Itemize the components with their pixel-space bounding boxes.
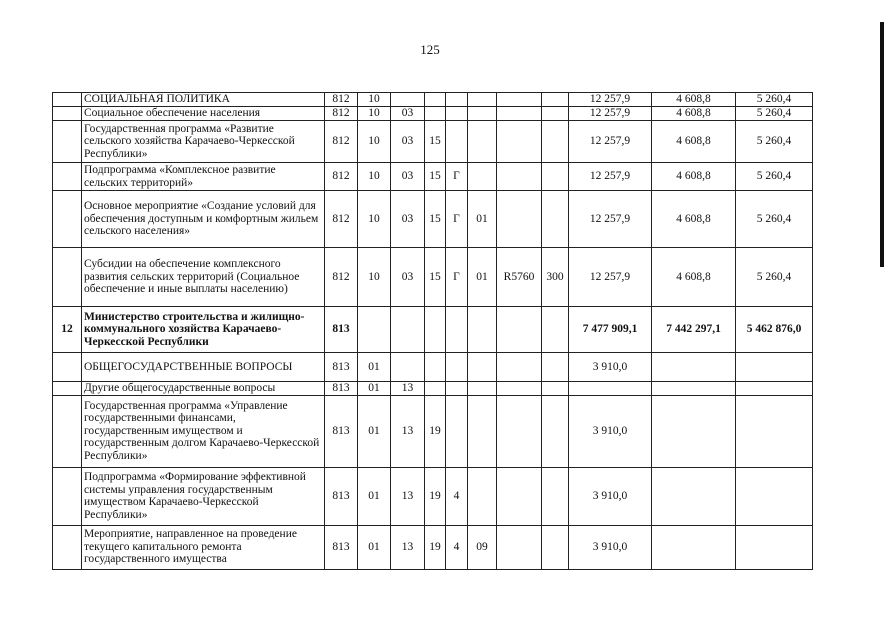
code-cell [497, 467, 542, 525]
amount-cell [736, 382, 813, 396]
code-cell: 15 [425, 191, 446, 248]
amount-cell: 4 608,8 [652, 248, 736, 307]
row-number-cell [53, 248, 82, 307]
amount-cell: 3 910,0 [569, 525, 652, 569]
code-cell: 813 [325, 395, 358, 467]
table-row [53, 248, 813, 307]
code-cell: 03 [391, 121, 425, 163]
row-number-cell [53, 107, 82, 121]
amount-cell [652, 525, 736, 569]
amount-cell: 12 257,9 [569, 191, 652, 248]
amount-cell: 5 260,4 [736, 163, 813, 191]
item-name-cell: Государственная программа «Управление государственными финансами, государственным имуществом и государственным долгом Карачаево-Черкесской Республики» [82, 395, 325, 467]
code-cell: 813 [325, 353, 358, 382]
table-row [53, 93, 813, 107]
code-cell: 10 [358, 121, 391, 163]
code-cell: 813 [325, 525, 358, 569]
amount-cell [569, 382, 652, 396]
code-cell: 15 [425, 121, 446, 163]
code-cell: 813 [325, 382, 358, 396]
item-name-cell: Социальное обеспечение населения [82, 107, 325, 121]
code-cell: 13 [391, 382, 425, 396]
table-row [53, 191, 813, 248]
code-cell [468, 93, 497, 107]
code-cell: 812 [325, 163, 358, 191]
table-row [53, 121, 813, 163]
item-name-cell: Другие общегосударственные вопросы [82, 382, 325, 396]
code-cell [542, 163, 569, 191]
code-cell: 15 [425, 163, 446, 191]
code-cell [497, 107, 542, 121]
row-number-cell [53, 467, 82, 525]
amount-cell: 5 260,4 [736, 248, 813, 307]
code-cell [542, 93, 569, 107]
code-cell: 812 [325, 248, 358, 307]
code-cell: 03 [391, 191, 425, 248]
code-cell [468, 382, 497, 396]
item-name-cell: Мероприятие, направленное на проведение текущего капитального ремонта государственного имущества [82, 525, 325, 569]
code-cell [542, 353, 569, 382]
item-name-cell: Подпрограмма «Формирование эффективной системы управления государственным имуществом Карачаево-Черкесской Республики» [82, 467, 325, 525]
amount-cell: 3 910,0 [569, 395, 652, 467]
amount-cell: 5 260,4 [736, 93, 813, 107]
amount-cell [652, 395, 736, 467]
scan-edge-mark [880, 22, 884, 267]
item-name-cell: ОБЩЕГОСУДАРСТВЕННЫЕ ВОПРОСЫ [82, 353, 325, 382]
amount-cell: 12 257,9 [569, 163, 652, 191]
code-cell [446, 353, 468, 382]
code-cell [468, 395, 497, 467]
code-cell [468, 121, 497, 163]
row-number-cell [53, 191, 82, 248]
code-cell: 10 [358, 107, 391, 121]
table-row [53, 395, 813, 467]
table-row [53, 467, 813, 525]
code-cell [497, 121, 542, 163]
code-cell: 01 [358, 467, 391, 525]
code-cell [446, 93, 468, 107]
code-cell: 4 [446, 467, 468, 525]
code-cell: 812 [325, 191, 358, 248]
code-cell: 13 [391, 467, 425, 525]
amount-cell: 5 260,4 [736, 191, 813, 248]
amount-cell: 4 608,8 [652, 121, 736, 163]
amount-cell [652, 467, 736, 525]
code-cell [497, 395, 542, 467]
table-row [53, 382, 813, 396]
code-cell [542, 382, 569, 396]
code-cell: 03 [391, 163, 425, 191]
amount-cell: 4 608,8 [652, 191, 736, 248]
code-cell: 812 [325, 121, 358, 163]
code-cell [425, 93, 446, 107]
code-cell: 812 [325, 107, 358, 121]
code-cell [425, 107, 446, 121]
code-cell: 09 [468, 525, 497, 569]
budget-table [52, 92, 813, 570]
amount-cell [736, 395, 813, 467]
code-cell [446, 307, 468, 353]
code-cell [497, 163, 542, 191]
code-cell [446, 395, 468, 467]
code-cell: Г [446, 191, 468, 248]
code-cell [542, 121, 569, 163]
code-cell: 10 [358, 163, 391, 191]
code-cell [497, 353, 542, 382]
amount-cell: 12 257,9 [569, 248, 652, 307]
amount-cell: 5 462 876,0 [736, 307, 813, 353]
code-cell: 15 [425, 248, 446, 307]
item-name-cell: Министерство строительства и жилищно-коммунального хозяйства Карачаево-Черкесской Республики [82, 307, 325, 353]
code-cell [446, 121, 468, 163]
code-cell [425, 353, 446, 382]
row-number-cell: 12 [53, 307, 82, 353]
code-cell: 01 [358, 525, 391, 569]
table-row [53, 307, 813, 353]
code-cell [468, 107, 497, 121]
table-row [53, 107, 813, 121]
code-cell: 01 [358, 395, 391, 467]
code-cell [497, 525, 542, 569]
amount-cell: 4 608,8 [652, 163, 736, 191]
page-number: 125 [420, 42, 440, 57]
code-cell [542, 191, 569, 248]
code-cell: Г [446, 163, 468, 191]
item-name-cell: Государственная программа «Развитие сельского хозяйства Карачаево-Черкесской Республики» [82, 121, 325, 163]
code-cell [542, 467, 569, 525]
amount-cell [736, 353, 813, 382]
code-cell: 300 [542, 248, 569, 307]
code-cell: 10 [358, 248, 391, 307]
table-row [53, 353, 813, 382]
code-cell [497, 382, 542, 396]
amount-cell: 12 257,9 [569, 107, 652, 121]
code-cell [425, 382, 446, 396]
code-cell: 813 [325, 467, 358, 525]
code-cell [542, 525, 569, 569]
row-number-cell [53, 93, 82, 107]
code-cell: Г [446, 248, 468, 307]
code-cell: 13 [391, 525, 425, 569]
code-cell: 03 [391, 248, 425, 307]
row-number-cell [53, 395, 82, 467]
item-name-cell: Субсидии на обеспечение комплексного развития сельских территорий (Социальное обеспечение и иные выплаты населению) [82, 248, 325, 307]
code-cell [425, 307, 446, 353]
code-cell: 812 [325, 93, 358, 107]
amount-cell [736, 525, 813, 569]
code-cell [542, 107, 569, 121]
amount-cell: 5 260,4 [736, 121, 813, 163]
code-cell: 19 [425, 467, 446, 525]
row-number-cell [53, 121, 82, 163]
code-cell: R5760 [497, 248, 542, 307]
code-cell [391, 353, 425, 382]
code-cell [468, 353, 497, 382]
item-name-cell: СОЦИАЛЬНАЯ ПОЛИТИКА [82, 93, 325, 107]
code-cell: 19 [425, 395, 446, 467]
code-cell: 03 [391, 107, 425, 121]
code-cell: 10 [358, 93, 391, 107]
table-row [53, 163, 813, 191]
code-cell: 13 [391, 395, 425, 467]
item-name-cell: Подпрограмма «Комплексное развитие сельских территорий» [82, 163, 325, 191]
amount-cell: 3 910,0 [569, 353, 652, 382]
amount-cell [652, 382, 736, 396]
code-cell [468, 163, 497, 191]
code-cell: 19 [425, 525, 446, 569]
amount-cell: 5 260,4 [736, 107, 813, 121]
code-cell [542, 395, 569, 467]
code-cell [391, 93, 425, 107]
amount-cell: 4 608,8 [652, 93, 736, 107]
code-cell [391, 307, 425, 353]
code-cell [358, 307, 391, 353]
code-cell [497, 93, 542, 107]
row-number-cell [53, 525, 82, 569]
amount-cell: 12 257,9 [569, 121, 652, 163]
code-cell: 813 [325, 307, 358, 353]
code-cell: 4 [446, 525, 468, 569]
code-cell [542, 307, 569, 353]
amount-cell: 4 608,8 [652, 107, 736, 121]
code-cell [468, 307, 497, 353]
code-cell [446, 382, 468, 396]
amount-cell [652, 353, 736, 382]
code-cell: 01 [468, 191, 497, 248]
code-cell: 01 [468, 248, 497, 307]
amount-cell: 3 910,0 [569, 467, 652, 525]
row-number-cell [53, 163, 82, 191]
table-row [53, 525, 813, 569]
code-cell [468, 467, 497, 525]
amount-cell: 12 257,9 [569, 93, 652, 107]
code-cell: 01 [358, 353, 391, 382]
amount-cell: 7 477 909,1 [569, 307, 652, 353]
amount-cell: 7 442 297,1 [652, 307, 736, 353]
code-cell: 01 [358, 382, 391, 396]
amount-cell [736, 467, 813, 525]
code-cell [497, 191, 542, 248]
row-number-cell [53, 353, 82, 382]
code-cell: 10 [358, 191, 391, 248]
code-cell [446, 107, 468, 121]
code-cell [497, 307, 542, 353]
item-name-cell: Основное мероприятие «Создание условий для обеспечения доступным и комфортным жильем сельского населения» [82, 191, 325, 248]
row-number-cell [53, 382, 82, 396]
